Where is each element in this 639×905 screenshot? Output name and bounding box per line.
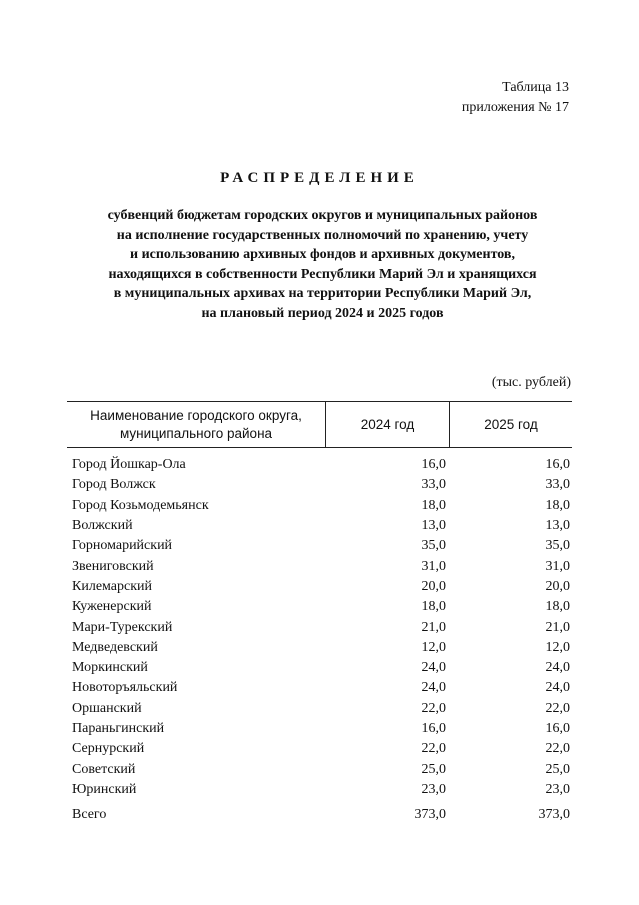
row-value-2025: 22,0 xyxy=(545,741,570,757)
row-name: Советский xyxy=(72,761,136,777)
row-value-2025: 18,0 xyxy=(545,497,570,513)
table-reference xyxy=(462,78,569,118)
table-row xyxy=(72,739,572,759)
unit-label: (тыс. рублей) xyxy=(491,375,571,390)
row-name: Мари-Турекский xyxy=(72,619,173,635)
document-title: РАСПРЕДЕЛЕНИЕ xyxy=(220,170,419,186)
row-value-2025: 18,0 xyxy=(545,599,570,615)
header-name-line: Наименование городского округа, xyxy=(90,407,302,423)
subtitle-line: субвенций бюджетам городских округов и муниципальных районов xyxy=(107,208,538,223)
row-name: Новоторъяльский xyxy=(72,680,178,696)
table-row xyxy=(72,658,572,678)
row-value-2024: 12,0 xyxy=(421,639,446,655)
total-value-2024: 373,0 xyxy=(414,807,446,822)
table-row xyxy=(72,638,572,658)
table-row xyxy=(72,577,572,597)
header-name-column xyxy=(67,402,326,447)
row-name: Сернурский xyxy=(72,741,145,757)
row-name: Юринский xyxy=(72,781,137,797)
table-row xyxy=(72,597,572,617)
subtitle-line: на исполнение государственных полномочий по хранению, учету xyxy=(116,227,529,243)
row-value-2024: 31,0 xyxy=(421,558,446,574)
row-value-2025: 16,0 xyxy=(545,457,570,473)
row-value-2025: 23,0 xyxy=(545,781,570,797)
row-value-2024: 33,0 xyxy=(421,477,446,493)
reference-appendix-number: приложения № 17 xyxy=(461,100,569,115)
subtitle-line: находящихся в собственности Республики Марий Эл и хранящихся xyxy=(108,266,537,282)
row-value-2024: 16,0 xyxy=(421,457,446,473)
table-row xyxy=(72,759,572,779)
subtitle-line: в муниципальных архивах на территории Республики Марий Эл, xyxy=(113,286,532,301)
subtitle-line: и использованию архивных фондов и архивных документов, xyxy=(130,247,515,262)
row-name: Медведевский xyxy=(72,639,158,655)
row-name: Город Козьмодемьянск xyxy=(72,497,209,513)
row-value-2025: 31,0 xyxy=(545,558,570,574)
header-name-line: муниципального района xyxy=(119,425,273,441)
row-value-2024: 24,0 xyxy=(421,680,446,696)
row-value-2024: 16,0 xyxy=(421,721,446,736)
row-value-2025: 22,0 xyxy=(545,700,570,716)
table-row xyxy=(72,455,572,475)
table-row xyxy=(72,699,572,719)
header-year-2025: 2025 год xyxy=(484,416,538,432)
row-value-2024: 20,0 xyxy=(421,578,446,594)
row-value-2024: 18,0 xyxy=(421,497,446,513)
row-value-2024: 25,0 xyxy=(421,761,446,777)
row-value-2024: 23,0 xyxy=(421,781,446,797)
row-value-2025: 13,0 xyxy=(545,518,570,534)
table-body xyxy=(72,455,572,800)
table-row xyxy=(72,536,572,556)
row-value-2025: 12,0 xyxy=(545,639,570,655)
row-value-2024: 35,0 xyxy=(421,538,446,554)
row-name: Горномарийский xyxy=(72,538,173,554)
table-header xyxy=(67,401,572,448)
row-value-2025: 35,0 xyxy=(545,538,570,554)
row-value-2025: 20,0 xyxy=(545,578,570,594)
table-row xyxy=(72,556,572,576)
row-name: Волжский xyxy=(72,518,133,534)
header-year-2024: 2024 год xyxy=(326,402,450,447)
row-name: Город Волжск xyxy=(72,477,156,493)
row-value-2025: 21,0 xyxy=(545,619,570,635)
total-value-2025: 373,0 xyxy=(538,807,570,822)
row-name: Параньгинский xyxy=(72,721,165,736)
table-row xyxy=(72,617,572,637)
table-row xyxy=(72,719,572,739)
row-value-2024: 22,0 xyxy=(421,741,446,757)
row-value-2025: 24,0 xyxy=(545,680,570,696)
table-row xyxy=(72,496,572,516)
row-value-2024: 13,0 xyxy=(421,518,446,534)
reference-table-number: Таблица 13 xyxy=(502,80,569,95)
row-name: Оршанский xyxy=(72,700,142,716)
table-row xyxy=(72,678,572,698)
row-value-2024: 21,0 xyxy=(421,619,446,635)
table-total-row xyxy=(72,807,572,823)
document-subtitle xyxy=(60,206,585,323)
row-value-2025: 24,0 xyxy=(545,660,570,676)
table-row xyxy=(72,516,572,536)
row-value-2025: 33,0 xyxy=(545,477,570,493)
row-name: Килемарский xyxy=(72,578,153,594)
row-name: Звениговский xyxy=(72,558,154,574)
total-label: Всего xyxy=(72,807,107,822)
row-value-2024: 24,0 xyxy=(421,660,446,676)
row-name: Моркинский xyxy=(72,660,148,676)
row-name: Куженерский xyxy=(72,599,152,615)
row-value-2024: 22,0 xyxy=(421,700,446,716)
row-name: Город Йошкар-Ола xyxy=(72,457,186,473)
table-row xyxy=(72,780,572,800)
table-row xyxy=(72,475,572,495)
row-value-2025: 16,0 xyxy=(545,721,570,736)
row-value-2025: 25,0 xyxy=(545,761,570,777)
row-value-2024: 18,0 xyxy=(421,599,446,615)
subtitle-line: на плановый период 2024 и 2025 годов xyxy=(201,305,444,321)
